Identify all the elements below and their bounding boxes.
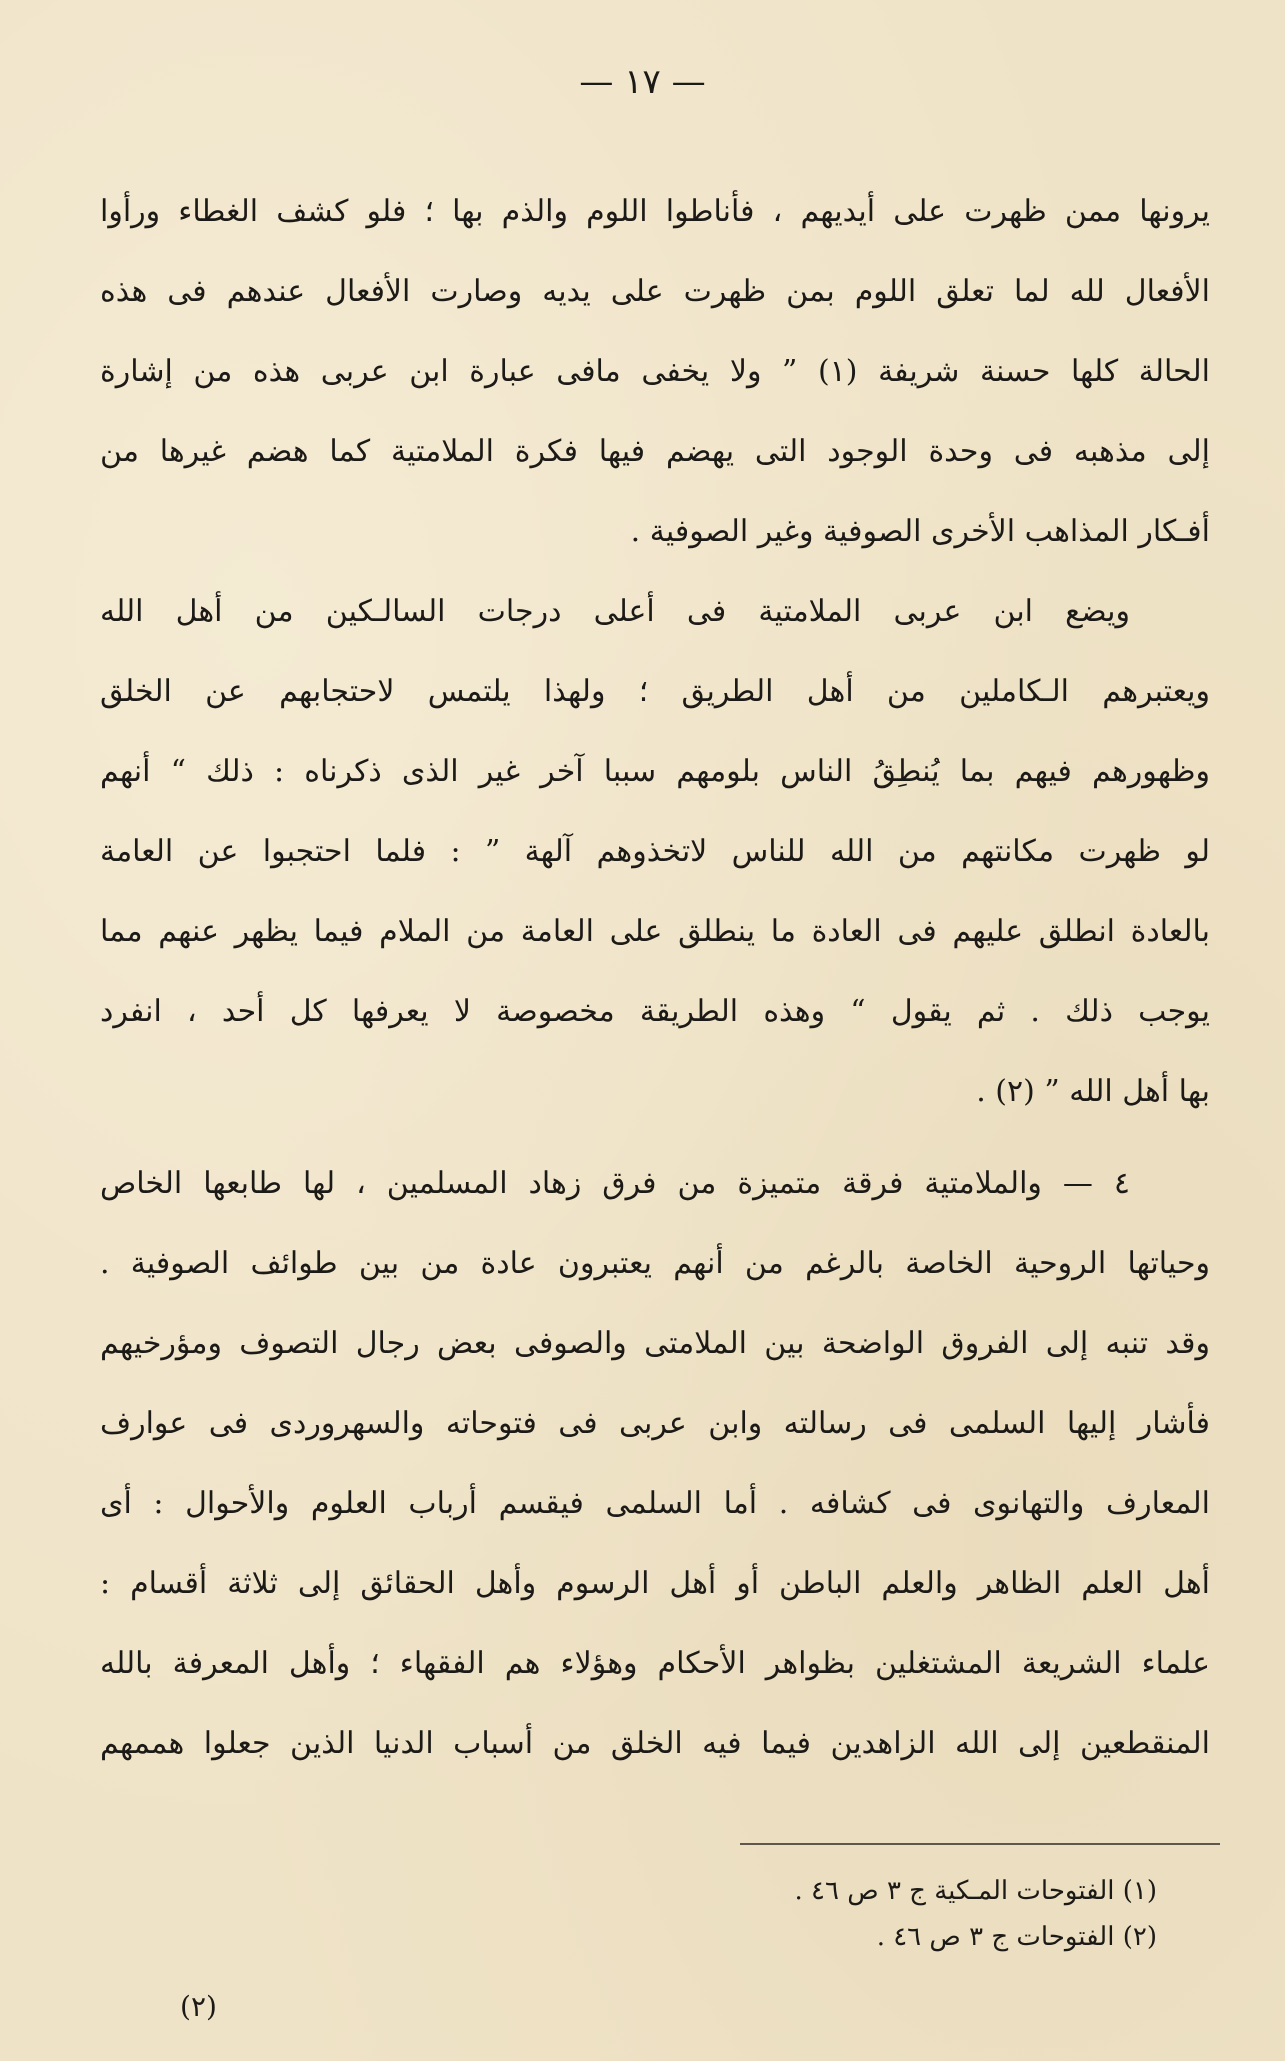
text-line: المعارف والتهانوى فى كشافه . أما السلمى فيقسم أرباب العلوم والأحوال : أى [100,1486,1210,1521]
paragraph-gap [100,1132,1210,1144]
text-line: ويعتبرهم الـكاملين من أهل الطريق ؛ ولهذا يلتمس لاحتجابهم عن الخلق [100,674,1210,709]
footnote-1: (١) الفتوحات المـكية ج ٣ ص ٤٦ . [794,1876,1157,1906]
text-line: لو ظهرت مكانتهم من الله للناس لاتخذوهم آلهة ” : فلما احتجبوا عن العامة [100,834,1210,869]
footnote-2: (٢) الفتوحات ج ٣ ص ٤٦ . [876,1922,1157,1952]
page-number: — ١٧ — [579,62,706,102]
footnote-divider [740,1843,1220,1845]
text-line: وحياتها الروحية الخاصة بالرغم من أنهم يعتبرون عادة من بين طوائف الصوفية . [100,1246,1210,1281]
text-line: يرونها ممن ظهرت على أيديهم ، فأناطوا اللوم والذم بها ؛ فلو كشف الغطاء ورأوا [100,194,1210,229]
footnotes [795,1868,1158,1960]
signature-mark: (٢) [180,1990,217,2023]
text-line: علماء الشريعة المشتغلين بظواهر الأحكام وهؤلاء هم الفقهاء ؛ وأهل المعرفة بالله [100,1646,1210,1681]
text-line: أفـكار المذاهب الأخرى الصوفية وغير الصوفية . [630,514,1210,549]
section-4-start-line: ٤ — والملامتية فرقة متميزة من فرق زهاد المسلمين ، لها طابعها الخاص [100,1166,1130,1201]
text-line: المنقطعين إلى الله الزاهدين فيما فيه الخلق من أسباب الدنيا الذين جعلوا هممهم [100,1726,1210,1761]
text-line: يوجب ذلك . ثم يقول “ وهذه الطريقة مخصوصة لا يعرفها كل أحد ، انفرد [100,994,1210,1029]
text-line: بالعادة انطلق عليهم فى العادة ما ينطلق على العامة من الملام فيما يظهر عنهم مما [100,914,1210,949]
text-line: الأفعال لله لما تعلق اللوم بمن ظهرت على يديه وصارت الأفعال عندهم فى هذه [100,274,1210,309]
text-line: بها أهل الله ” (٢) . [976,1074,1210,1109]
text-line: فأشار إليها السلمى فى رسالته وابن عربى فى فتوحاته والسهروردى فى عوارف [100,1406,1210,1441]
text-line: أهل العلم الظاهر والعلم الباطن أو أهل الرسوم وأهل الحقائق إلى ثلاثة أقسام : [100,1566,1210,1601]
text-line: الحالة كلها حسنة شريفة (١) ” ولا يخفى مافى عبارة ابن عربى هذه من إشارة [100,354,1210,389]
text-line: وقد تنبه إلى الفروق الواضحة بين الملامتى والصوفى بعض رجال التصوف ومؤرخيهم [100,1326,1210,1361]
body-text [100,172,1210,1784]
paragraph-start-line: ويضع ابن عربى الملامتية فى أعلى درجات السالـكين من أهل الله [100,594,1130,629]
text-line: إلى مذهبه فى وحدة الوجود التى يهضم فيها فكرة الملامتية كما هضم غيرها من [100,434,1210,469]
text-line: وظهورهم فيهم بما يُنطِقُ الناس بلومهم سببا آخر غير الذى ذكرناه : ذلك “ أنهم [100,754,1210,789]
